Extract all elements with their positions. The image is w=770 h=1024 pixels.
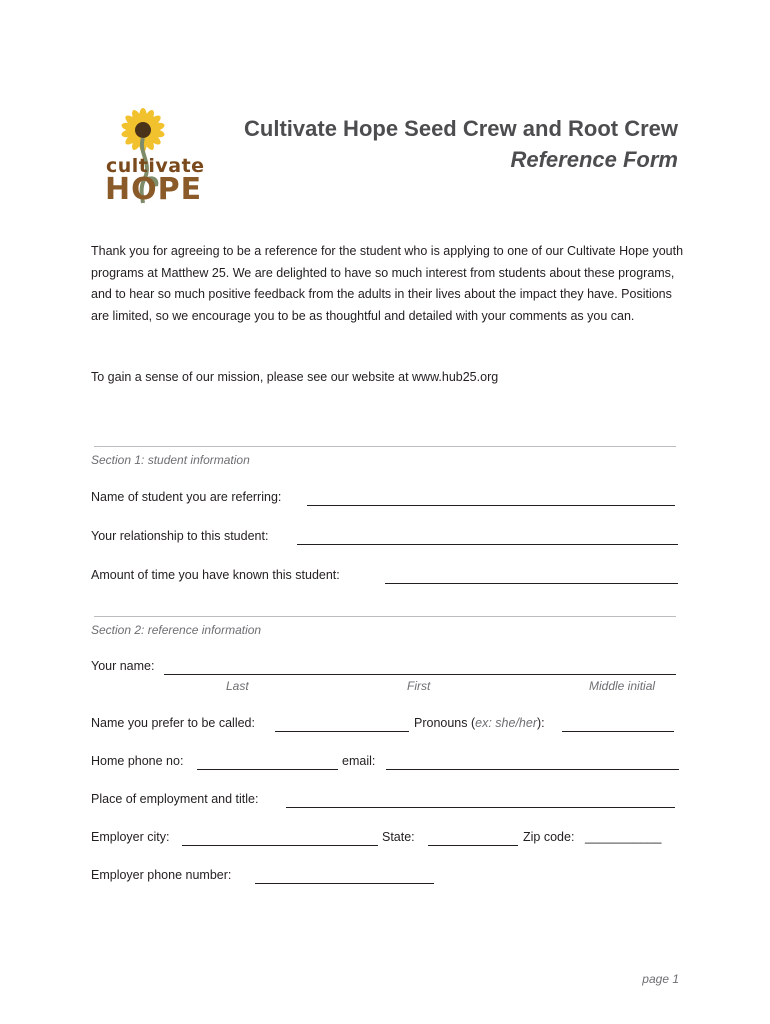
section-divider — [94, 616, 676, 617]
employer-city-label: Employer city: — [91, 830, 170, 844]
intro-paragraph: Thank you for agreeing to be a reference for the student who is applying to one of our Cultivate Hope youth programs at Matthew 25. We are delighted to have so much interest from students about these programs, and to hear so much positive feedback from the adults in their lives about the impact they have. Positions are limited, so we encourage you to be as thoughtful and detailed with your comments as you can. — [91, 244, 684, 323]
section-divider — [94, 446, 676, 447]
state-field[interactable] — [428, 831, 518, 846]
page-number: page 1 — [642, 972, 679, 986]
relationship-label: Your relationship to this student: — [91, 529, 269, 543]
title-line-1: Cultivate Hope Seed Crew and Root Crew — [244, 116, 678, 141]
zip-label: Zip code: — [523, 830, 575, 844]
student-name-field[interactable] — [307, 491, 675, 506]
employer-phone-field[interactable] — [255, 869, 434, 884]
employment-label: Place of employment and title: — [91, 792, 259, 806]
mission-text: To gain a sense of our mission, please see our website at www.hub25.org — [91, 370, 499, 384]
preferred-name-field[interactable] — [275, 717, 409, 732]
your-name-field[interactable] — [164, 660, 676, 675]
employment-field[interactable] — [286, 793, 675, 808]
email-field[interactable] — [386, 755, 679, 770]
pronouns-label: Pronouns (ex: she/her): — [414, 716, 545, 730]
section2-heading: Section 2: reference information — [91, 623, 262, 637]
pronouns-field[interactable] — [562, 717, 674, 732]
email-label: email: — [342, 754, 376, 768]
section1-heading: Section 1: student information — [91, 453, 250, 467]
relationship-field[interactable] — [297, 530, 678, 545]
logo-word-cultivate: cultivate — [106, 155, 205, 177]
sub-label-first: First — [407, 679, 431, 693]
cultivate-hope-logo — [98, 108, 205, 208]
sub-label-last: Last — [226, 679, 249, 693]
zip-field[interactable]: ___________ — [585, 830, 662, 844]
home-phone-label: Home phone no: — [91, 754, 184, 768]
employer-phone-label: Employer phone number: — [91, 868, 232, 882]
your-name-label: Your name: — [91, 659, 155, 673]
time-known-label: Amount of time you have known this student: — [91, 568, 340, 582]
employer-city-field[interactable] — [182, 831, 378, 846]
form-title — [244, 116, 678, 173]
state-label: State: — [382, 830, 415, 844]
home-phone-field[interactable] — [197, 755, 338, 770]
sub-label-middle-initial: Middle initial — [589, 679, 656, 693]
title-line-2: Reference Form — [510, 147, 678, 172]
logo-word-hope: HOPE — [105, 172, 203, 207]
student-name-label: Name of student you are referring: — [91, 490, 282, 504]
time-known-field[interactable] — [385, 569, 678, 584]
preferred-name-label: Name you prefer to be called: — [91, 716, 255, 730]
pronouns-hint: ex: she/her — [475, 716, 537, 730]
